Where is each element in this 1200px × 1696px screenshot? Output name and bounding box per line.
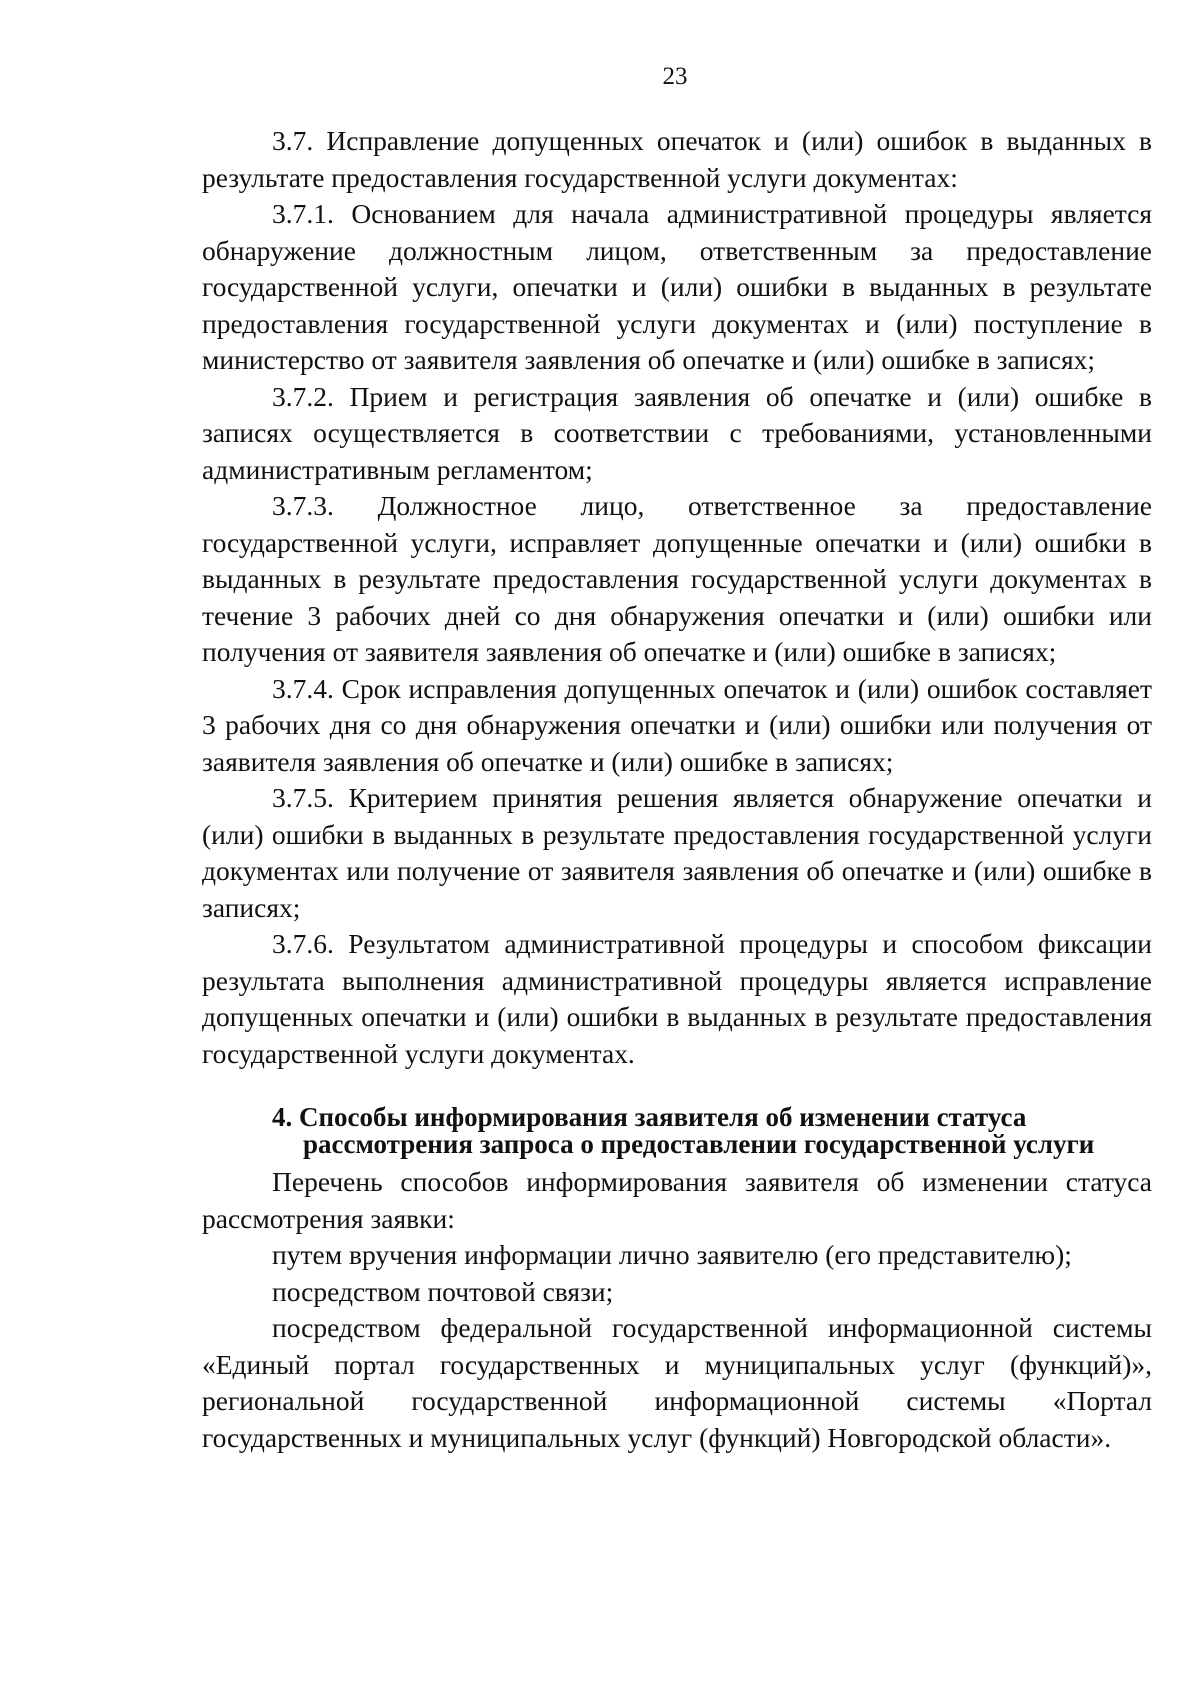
paragraph-3-7: 3.7. Исправление допущенных опечаток и (или) ошибок в выданных в результате предоставления государственной услуги документах: xyxy=(202,125,1152,193)
list-item-portal: посредством федеральной государственной информационной системы «Единый портал государственных и муниципальных услуг (функций)», региональной государственной информационной системы «Портал государственных и муниципальных услуг (функций) Новгородской области». xyxy=(202,1312,1152,1453)
list-item-personal-delivery: путем вручения информации лично заявителю (его представителю); xyxy=(272,1239,1072,1270)
section-4-heading-line-1: 4. Способы информирования заявителя об изменении статуса xyxy=(272,1102,1027,1132)
paragraph-3-7-3: 3.7.3. Должностное лицо, ответственное за предоставление государственной услуги, исправляет допущенные опечатки и (или) ошибки в выданных в результате предоставления государственной услуги документах в течение 3 рабочих дней со дня обнаружения опечатки и (или) ошибки или получения от заявителя заявления об опечатке и (или) ошибке в записях; xyxy=(202,490,1152,667)
section-4-heading-line-2: рассмотрения запроса о предоставлении государственной услуги xyxy=(303,1129,1095,1159)
document-body xyxy=(202,123,1152,1456)
paragraph-3-7-6: 3.7.6. Результатом административной процедуры и способом фиксации результата выполнения административной процедуры является исправление допущенных опечатки и (или) ошибки в выданных в результате предоставления государственной услуги документах. xyxy=(202,928,1152,1069)
paragraph-3-7-4: 3.7.4. Срок исправления допущенных опечаток и (или) ошибок составляет 3 рабочих дня со дня обнаружения опечатки и (или) ошибки или получения от заявителя заявления об опечатке и (или) ошибке в записях; xyxy=(202,672,1152,777)
page-number: 23 xyxy=(662,63,688,90)
list-item-postal: посредством почтовой связи; xyxy=(272,1275,614,1307)
paragraph-3-7-2: 3.7.2. Прием и регистрация заявления об опечатке и (или) ошибке в записях осуществляется в соответствии с требованиями, установленными административным регламентом; xyxy=(202,380,1152,485)
section-4-heading xyxy=(202,1104,1152,1158)
paragraph-4-intro: Перечень способов информирования заявителя об изменении статуса рассмотрения заявки: xyxy=(202,1166,1152,1234)
paragraph-3-7-5: 3.7.5. Критерием принятия решения является обнаружение опечатки и (или) ошибки в выданных в результате предоставления государственной услуги документах или получение от заявителя заявления об опечатке и (или) ошибке в записях; xyxy=(202,782,1152,923)
paragraph-3-7-1: 3.7.1. Основанием для начала административной процедуры является обнаружение должностным лицом, ответственным за предоставление государственной услуги, опечатки и (или) ошибки в выданных в результате предоставления государственной услуги документах и (или) поступление в министерство от заявителя заявления об опечатке и (или) ошибке в записях; xyxy=(202,198,1152,375)
